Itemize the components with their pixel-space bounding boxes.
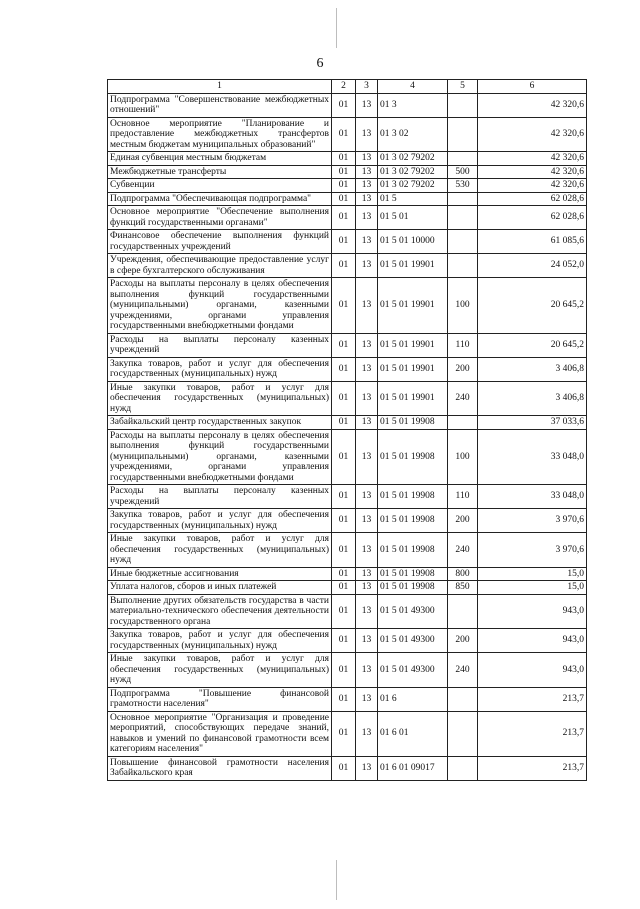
table-row bbox=[108, 594, 587, 629]
row-target-code-cell: 01 5 01 19901 bbox=[378, 278, 448, 334]
row-expense-type-cell bbox=[448, 206, 478, 230]
table-row bbox=[108, 192, 587, 206]
row-expense-type-cell: 200 bbox=[448, 357, 478, 381]
row-target-code-cell: 01 6 01 09017 bbox=[378, 756, 448, 780]
row-target-code-cell: 01 5 01 10000 bbox=[378, 230, 448, 254]
row-name-cell: Расходы на выплаты персоналу в целях обеспечения выполнения функций государственными (муниципальными) органами, казенными учреждениями, органами управления государственными внебюджетными фондами bbox=[108, 429, 332, 485]
table-row bbox=[108, 581, 587, 595]
row-target-code-cell: 01 5 01 bbox=[378, 206, 448, 230]
row-subsection-cell: 13 bbox=[356, 509, 378, 533]
row-subsection-cell: 13 bbox=[356, 416, 378, 430]
row-subsection-cell: 13 bbox=[356, 230, 378, 254]
row-expense-type-cell: 100 bbox=[448, 429, 478, 485]
table-row bbox=[108, 117, 587, 152]
row-subsection-cell: 13 bbox=[356, 254, 378, 278]
row-expense-type-cell bbox=[448, 756, 478, 780]
row-section-cell: 01 bbox=[332, 179, 356, 193]
row-amount-cell: 37 033,6 bbox=[478, 416, 587, 430]
table-body bbox=[108, 93, 587, 780]
row-section-cell: 01 bbox=[332, 381, 356, 416]
row-expense-type-cell: 240 bbox=[448, 381, 478, 416]
row-amount-cell: 42 320,6 bbox=[478, 179, 587, 193]
row-target-code-cell: 01 3 02 79202 bbox=[378, 152, 448, 166]
table-row bbox=[108, 756, 587, 780]
row-name-cell: Расходы на выплаты персоналу в целях обеспечения выполнения функций государственными (муниципальными) органами, казенными учреждениями, органами управления государственными внебюджетными фондами bbox=[108, 278, 332, 334]
row-amount-cell: 42 320,6 bbox=[478, 117, 587, 152]
row-target-code-cell: 01 5 bbox=[378, 192, 448, 206]
row-name-cell: Единая субвенция местным бюджетам bbox=[108, 152, 332, 166]
row-subsection-cell: 13 bbox=[356, 629, 378, 653]
row-expense-type-cell: 110 bbox=[448, 333, 478, 357]
row-subsection-cell: 13 bbox=[356, 594, 378, 629]
row-name-cell: Основное мероприятие "Планирование и предоставление межбюджетных трансфертов местным бюджетам муниципальных образований" bbox=[108, 117, 332, 152]
row-name-cell: Межбюджетные трансферты bbox=[108, 165, 332, 179]
row-target-code-cell: 01 5 01 19908 bbox=[378, 485, 448, 509]
table-row bbox=[108, 567, 587, 581]
row-name-cell: Повышение финансовой грамотности населения Забайкальского края bbox=[108, 756, 332, 780]
row-section-cell: 01 bbox=[332, 594, 356, 629]
row-target-code-cell: 01 3 02 79202 bbox=[378, 165, 448, 179]
table-row bbox=[108, 179, 587, 193]
row-section-cell: 01 bbox=[332, 206, 356, 230]
table-row bbox=[108, 93, 587, 117]
table-row bbox=[108, 416, 587, 430]
row-target-code-cell: 01 6 bbox=[378, 687, 448, 711]
row-section-cell: 01 bbox=[332, 254, 356, 278]
row-name-cell: Закупка товаров, работ и услуг для обеспечения государственных (муниципальных) нужд bbox=[108, 509, 332, 533]
header-col-1: 1 bbox=[108, 80, 332, 94]
row-name-cell: Иные бюджетные ассигнования bbox=[108, 567, 332, 581]
table-row bbox=[108, 381, 587, 416]
row-subsection-cell: 13 bbox=[356, 206, 378, 230]
row-amount-cell: 943,0 bbox=[478, 653, 587, 688]
table-row bbox=[108, 254, 587, 278]
table-row bbox=[108, 653, 587, 688]
row-amount-cell: 213,7 bbox=[478, 756, 587, 780]
row-target-code-cell: 01 5 01 19901 bbox=[378, 357, 448, 381]
header-col-3: 3 bbox=[356, 80, 378, 94]
table-row bbox=[108, 533, 587, 568]
row-name-cell: Иные закупки товаров, работ и услуг для обеспечения государственных (муниципальных) нужд bbox=[108, 381, 332, 416]
row-expense-type-cell bbox=[448, 687, 478, 711]
row-section-cell: 01 bbox=[332, 117, 356, 152]
row-expense-type-cell bbox=[448, 711, 478, 756]
table-row bbox=[108, 485, 587, 509]
row-amount-cell: 61 085,6 bbox=[478, 230, 587, 254]
row-amount-cell: 42 320,6 bbox=[478, 152, 587, 166]
row-name-cell: Забайкальский центр государственных закупок bbox=[108, 416, 332, 430]
row-section-cell: 01 bbox=[332, 756, 356, 780]
row-amount-cell: 20 645,2 bbox=[478, 333, 587, 357]
row-name-cell: Иные закупки товаров, работ и услуг для обеспечения государственных (муниципальных) нужд bbox=[108, 653, 332, 688]
row-amount-cell: 3 970,6 bbox=[478, 533, 587, 568]
row-expense-type-cell bbox=[448, 416, 478, 430]
table-row bbox=[108, 206, 587, 230]
row-subsection-cell: 13 bbox=[356, 581, 378, 595]
row-target-code-cell: 01 3 bbox=[378, 93, 448, 117]
row-target-code-cell: 01 5 01 19908 bbox=[378, 429, 448, 485]
row-amount-cell: 62 028,6 bbox=[478, 206, 587, 230]
row-subsection-cell: 13 bbox=[356, 152, 378, 166]
row-expense-type-cell bbox=[448, 152, 478, 166]
row-target-code-cell: 01 5 01 19908 bbox=[378, 533, 448, 568]
row-name-cell: Иные закупки товаров, работ и услуг для обеспечения государственных (муниципальных) нужд bbox=[108, 533, 332, 568]
table-row bbox=[108, 429, 587, 485]
row-subsection-cell: 13 bbox=[356, 165, 378, 179]
row-amount-cell: 33 048,0 bbox=[478, 485, 587, 509]
row-section-cell: 01 bbox=[332, 230, 356, 254]
row-amount-cell: 943,0 bbox=[478, 594, 587, 629]
table-header-row bbox=[108, 80, 587, 94]
row-target-code-cell: 01 6 01 bbox=[378, 711, 448, 756]
row-section-cell: 01 bbox=[332, 429, 356, 485]
row-section-cell: 01 bbox=[332, 93, 356, 117]
row-expense-type-cell bbox=[448, 93, 478, 117]
row-amount-cell: 3 406,8 bbox=[478, 357, 587, 381]
row-name-cell: Закупка товаров, работ и услуг для обеспечения государственных (муниципальных) нужд bbox=[108, 629, 332, 653]
table-row bbox=[108, 509, 587, 533]
row-expense-type-cell: 500 bbox=[448, 165, 478, 179]
page-number: 6 bbox=[316, 56, 324, 71]
row-amount-cell: 3 970,6 bbox=[478, 509, 587, 533]
row-target-code-cell: 01 5 01 19901 bbox=[378, 381, 448, 416]
row-subsection-cell: 13 bbox=[356, 567, 378, 581]
fold-line-bottom bbox=[336, 860, 337, 900]
row-name-cell: Уплата налогов, сборов и иных платежей bbox=[108, 581, 332, 595]
table-row bbox=[108, 357, 587, 381]
row-target-code-cell: 01 5 01 19908 bbox=[378, 509, 448, 533]
row-expense-type-cell bbox=[448, 117, 478, 152]
table-row bbox=[108, 165, 587, 179]
row-subsection-cell: 13 bbox=[356, 533, 378, 568]
row-expense-type-cell: 200 bbox=[448, 509, 478, 533]
row-expense-type-cell bbox=[448, 594, 478, 629]
row-section-cell: 01 bbox=[332, 192, 356, 206]
row-section-cell: 01 bbox=[332, 629, 356, 653]
row-target-code-cell: 01 5 01 19901 bbox=[378, 333, 448, 357]
row-target-code-cell: 01 5 01 49300 bbox=[378, 629, 448, 653]
row-name-cell: Выполнение других обязательств государства в части материально-технического обеспечения деятельности государственного органа bbox=[108, 594, 332, 629]
row-amount-cell: 15,0 bbox=[478, 567, 587, 581]
row-section-cell: 01 bbox=[332, 533, 356, 568]
row-subsection-cell: 13 bbox=[356, 278, 378, 334]
fold-line-top bbox=[336, 8, 337, 48]
row-expense-type-cell: 100 bbox=[448, 278, 478, 334]
row-amount-cell: 213,7 bbox=[478, 687, 587, 711]
row-subsection-cell: 13 bbox=[356, 357, 378, 381]
row-amount-cell: 42 320,6 bbox=[478, 93, 587, 117]
row-expense-type-cell: 850 bbox=[448, 581, 478, 595]
row-subsection-cell: 13 bbox=[356, 485, 378, 509]
row-subsection-cell: 13 bbox=[356, 117, 378, 152]
row-section-cell: 01 bbox=[332, 485, 356, 509]
row-name-cell: Расходы на выплаты персоналу казенных учреждений bbox=[108, 333, 332, 357]
row-amount-cell: 62 028,6 bbox=[478, 192, 587, 206]
row-target-code-cell: 01 5 01 19908 bbox=[378, 416, 448, 430]
row-section-cell: 01 bbox=[332, 357, 356, 381]
row-subsection-cell: 13 bbox=[356, 687, 378, 711]
budget-table bbox=[107, 79, 587, 781]
row-amount-cell: 33 048,0 bbox=[478, 429, 587, 485]
row-expense-type-cell: 800 bbox=[448, 567, 478, 581]
row-expense-type-cell: 110 bbox=[448, 485, 478, 509]
row-section-cell: 01 bbox=[332, 152, 356, 166]
table-row bbox=[108, 333, 587, 357]
row-section-cell: 01 bbox=[332, 333, 356, 357]
table-row bbox=[108, 687, 587, 711]
row-subsection-cell: 13 bbox=[356, 93, 378, 117]
row-section-cell: 01 bbox=[332, 509, 356, 533]
row-target-code-cell: 01 5 01 19908 bbox=[378, 567, 448, 581]
table-row bbox=[108, 711, 587, 756]
row-expense-type-cell: 530 bbox=[448, 179, 478, 193]
row-amount-cell: 943,0 bbox=[478, 629, 587, 653]
row-subsection-cell: 13 bbox=[356, 179, 378, 193]
row-section-cell: 01 bbox=[332, 581, 356, 595]
row-expense-type-cell bbox=[448, 192, 478, 206]
header-col-2: 2 bbox=[332, 80, 356, 94]
row-subsection-cell: 13 bbox=[356, 653, 378, 688]
row-amount-cell: 15,0 bbox=[478, 581, 587, 595]
row-name-cell: Основное мероприятие "Обеспечение выполнения функций государственными органами" bbox=[108, 206, 332, 230]
row-target-code-cell: 01 5 01 19908 bbox=[378, 581, 448, 595]
header-col-4: 4 bbox=[378, 80, 448, 94]
row-name-cell: Подпрограмма "Повышение финансовой грамотности населения" bbox=[108, 687, 332, 711]
row-subsection-cell: 13 bbox=[356, 333, 378, 357]
row-target-code-cell: 01 5 01 49300 bbox=[378, 653, 448, 688]
row-amount-cell: 20 645,2 bbox=[478, 278, 587, 334]
row-subsection-cell: 13 bbox=[356, 381, 378, 416]
row-expense-type-cell bbox=[448, 230, 478, 254]
row-section-cell: 01 bbox=[332, 653, 356, 688]
row-expense-type-cell: 200 bbox=[448, 629, 478, 653]
row-subsection-cell: 13 bbox=[356, 711, 378, 756]
row-amount-cell: 42 320,6 bbox=[478, 165, 587, 179]
row-section-cell: 01 bbox=[332, 567, 356, 581]
row-target-code-cell: 01 3 02 79202 bbox=[378, 179, 448, 193]
row-expense-type-cell bbox=[448, 254, 478, 278]
row-name-cell: Учреждения, обеспечивающие предоставление услуг в сфере бухгалтерского обслуживания bbox=[108, 254, 332, 278]
row-expense-type-cell: 240 bbox=[448, 533, 478, 568]
row-amount-cell: 24 052,0 bbox=[478, 254, 587, 278]
table-row bbox=[108, 230, 587, 254]
row-section-cell: 01 bbox=[332, 278, 356, 334]
row-name-cell: Закупка товаров, работ и услуг для обеспечения государственных (муниципальных) нужд bbox=[108, 357, 332, 381]
row-name-cell: Субвенции bbox=[108, 179, 332, 193]
table-row bbox=[108, 278, 587, 334]
row-target-code-cell: 01 3 02 bbox=[378, 117, 448, 152]
row-name-cell: Финансовое обеспечение выполнения функций государственных учреждений bbox=[108, 230, 332, 254]
row-section-cell: 01 bbox=[332, 687, 356, 711]
row-name-cell: Основное мероприятие "Организация и проведение мероприятий, способствующих передаче знаний, навыков и умений по финансовой грамотности всем категориям населения" bbox=[108, 711, 332, 756]
row-subsection-cell: 13 bbox=[356, 756, 378, 780]
header-col-5: 5 bbox=[448, 80, 478, 94]
row-expense-type-cell: 240 bbox=[448, 653, 478, 688]
row-subsection-cell: 13 bbox=[356, 429, 378, 485]
row-target-code-cell: 01 5 01 49300 bbox=[378, 594, 448, 629]
row-name-cell: Подпрограмма "Совершенствование межбюджетных отношений" bbox=[108, 93, 332, 117]
row-target-code-cell: 01 5 01 19901 bbox=[378, 254, 448, 278]
row-amount-cell: 213,7 bbox=[478, 711, 587, 756]
table-row bbox=[108, 152, 587, 166]
row-amount-cell: 3 406,8 bbox=[478, 381, 587, 416]
row-section-cell: 01 bbox=[332, 416, 356, 430]
row-subsection-cell: 13 bbox=[356, 192, 378, 206]
row-section-cell: 01 bbox=[332, 711, 356, 756]
header-col-6: 6 bbox=[478, 80, 587, 94]
row-name-cell: Подпрограмма "Обеспечивающая подпрограмма" bbox=[108, 192, 332, 206]
table-row bbox=[108, 629, 587, 653]
row-section-cell: 01 bbox=[332, 165, 356, 179]
row-name-cell: Расходы на выплаты персоналу казенных учреждений bbox=[108, 485, 332, 509]
